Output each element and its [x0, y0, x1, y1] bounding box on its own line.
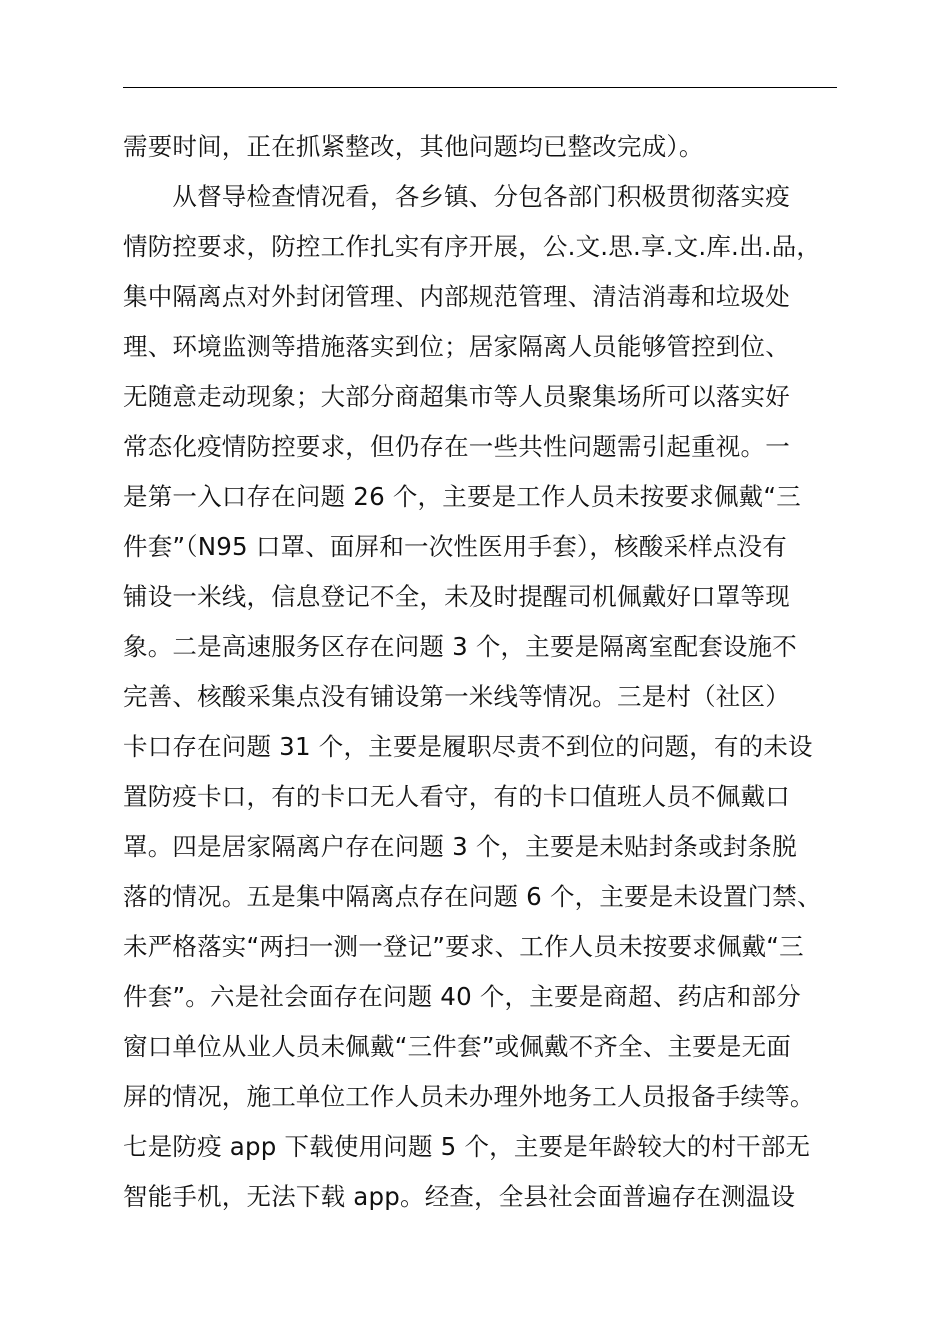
- text-line: 屏的情况，施工单位工作人员未办理外地务工人员报备手续等。: [123, 1082, 815, 1111]
- text-line: 未严格落实“两扫一测一登记”要求、工作人员未按要求佩戴“三: [123, 932, 804, 961]
- text-line: 集中隔离点对外封闭管理、内部规范管理、清洁消毒和垃圾处: [123, 282, 790, 311]
- text-line: 完善、核酸采集点没有铺设第一米线等情况。三是村（社区）: [123, 682, 790, 711]
- header-rule: [123, 87, 837, 88]
- text-line: 铺设一米线，信息登记不全，未及时提醒司机佩戴好口罩等现: [123, 582, 790, 611]
- body-text: [123, 122, 863, 1222]
- text-line: 置防疫卡口，有的卡口无人看守，有的卡口值班人员不佩戴口: [123, 782, 790, 811]
- text-line: 象。二是高速服务区存在问题 3 个，主要是隔离室配套设施不: [123, 632, 797, 661]
- text-line: 罩。四是居家隔离户存在问题 3 个，主要是未贴封条或封条脱: [123, 832, 797, 861]
- text-line: 窗口单位从业人员未佩戴“三件套”或佩戴不齐全、主要是无面: [123, 1032, 791, 1061]
- text-line: 从督导检查情况看，各乡镇、分包各部门积极贯彻落实疫: [123, 182, 790, 211]
- text-line: 是第一入口存在问题 26 个，主要是工作人员未按要求佩戴“三: [123, 482, 801, 511]
- text-line: 无随意走动现象；大部分商超集市等人员聚集场所可以落实好: [123, 382, 790, 411]
- text-line: 理、环境监测等措施落实到位；居家隔离人员能够管控到位、: [123, 332, 790, 361]
- text-line: 落的情况。五是集中隔离点存在问题 6 个，主要是未设置门禁、: [123, 882, 822, 911]
- text-line: 卡口存在问题 31 个，主要是履职尽责不到位的问题，有的未设: [123, 732, 813, 761]
- text-line: 智能手机，无法下载 app。经查，全县社会面普遍存在测温设: [123, 1182, 796, 1211]
- text-line: 七是防疫 app 下载使用问题 5 个，主要是年龄较大的村干部无: [123, 1132, 811, 1161]
- text-line: 需要时间，正在抓紧整改，其他问题均已整改完成）。: [123, 132, 704, 161]
- text-line: 件套”（N95 口罩、面屏和一次性医用手套），核酸采样点没有: [123, 532, 787, 561]
- text-line: 常态化疫情防控要求，但仍存在一些共性问题需引起重视。一: [123, 432, 790, 461]
- text-line: 情防控要求，防控工作扎实有序开展，公.文.思.享.文.库.出.品，: [123, 232, 822, 261]
- text-line: 件套”。六是社会面存在问题 40 个，主要是商超、药店和部分: [123, 982, 801, 1011]
